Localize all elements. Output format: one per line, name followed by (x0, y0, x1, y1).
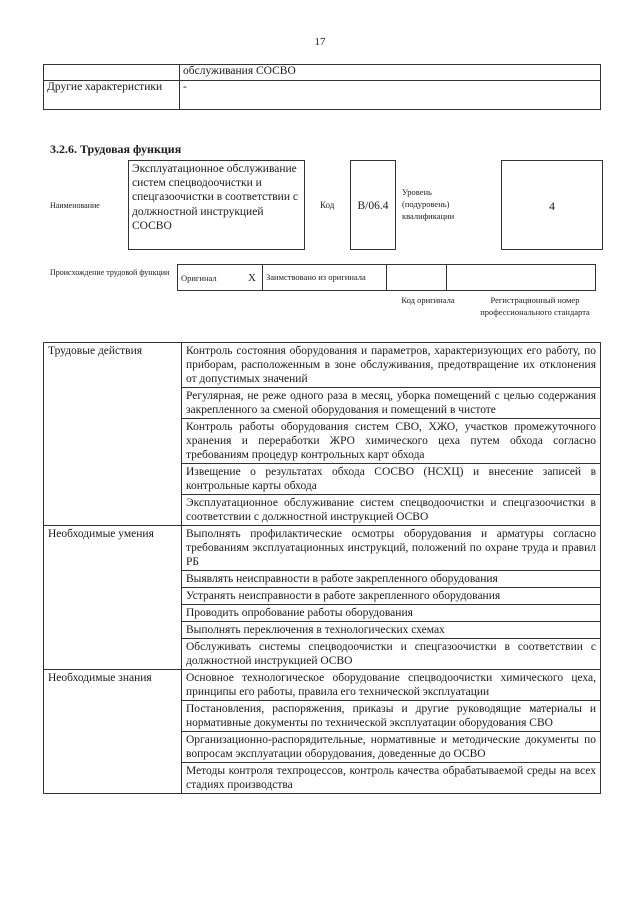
level-label: Уровень (подуровень) квалификации (402, 187, 455, 221)
required-knowledge-label: Необходимые знания (44, 670, 182, 794)
knowledge-item: Постановления, распоряжения, приказы и другие руководящие материалы и нормативные документы по технической эксплуатации оборудования СВО (182, 701, 601, 732)
knowledge-item: Методы контроля техпроцессов, контроль качества обрабатываемой среды на всех стадиях производства (182, 763, 601, 794)
labor-action-item: Извещение о результатах обхода СОСВО (НСХЦ) и внесение записей в контрольные карты обхода (182, 464, 601, 495)
origin-borrowed-label: Заимствовано из оригинала (263, 265, 387, 291)
labor-action-item: Регулярная, не реже одного раза в месяц, уборка помещений с целью содержания закрепленного за сменой оборудования и помещений в чистоте (182, 388, 601, 419)
main-table (43, 342, 601, 794)
origin-table (177, 264, 596, 291)
origin-mark: X (242, 265, 263, 291)
skill-item: Выполнять профилактические осмотры оборудования и арматуры согласно требованиям эксплуатационных инструкций, положений по охране труда и правил РБ (182, 526, 601, 571)
section-title: 3.2.6. Трудовая функция (50, 142, 182, 156)
table-row (44, 670, 601, 701)
table-row (44, 343, 601, 388)
table-row (44, 526, 601, 571)
knowledge-item: Основное технологическое оборудование спецводоочистки химического цеха, принципы его работы, правила его технической эксплуатации (182, 670, 601, 701)
origin-original-label: Оригинал (178, 265, 243, 291)
origin-label: Происхождение трудовой функции (50, 268, 170, 277)
origin-reg-cell (447, 265, 596, 291)
code-value: B/06.4 (357, 200, 389, 212)
reg-number-caption: Регистрационный номер профессионального стандарта (480, 295, 590, 317)
top-table-other-characteristics-value: - (180, 81, 601, 110)
code-label: Код (320, 200, 335, 210)
skill-item: Выполнять переключения в технологических схемах (182, 622, 601, 639)
qualification-value: 4 (549, 199, 555, 213)
origin-code-cell (387, 265, 447, 291)
labor-action-item: Эксплуатационное обслуживание систем спецводоочистки и спецгазоочистки в соответствии с должностной инструкцией ОСВО (182, 495, 601, 526)
name-label: Наименование (50, 201, 100, 210)
knowledge-item: Организационно-распорядительные, нормативные и методические документы по вопросам эксплуатации оборудования, доведенные до ОСВО (182, 732, 601, 763)
skill-item: Проводить опробование работы оборудования (182, 605, 601, 622)
skill-item: Устранять неисправности в работе закрепленного оборудования (182, 588, 601, 605)
skill-item: Обслуживать системы спецводоочистки и спецгазоочистки в соответствии с должностной инструкцией ОСВО (182, 639, 601, 670)
page-number: 17 (314, 36, 326, 48)
function-name: Эксплуатационное обслуживание систем спецводоочистки и спецгазоочистки в соответствии с должностной инструкцией СОСВО (132, 163, 298, 232)
labor-action-item: Контроль состояния оборудования и параметров, характеризующих его работу, по приборам, расположенным в зоне обслуживания, предотвращение их отклонения от допустимых значений (182, 343, 601, 388)
required-skills-label: Необходимые умения (44, 526, 182, 670)
top-table-other-characteristics-label: Другие характеристики (44, 81, 180, 110)
top-table-row1-value: обслуживания СОСВО (180, 65, 601, 81)
skill-item: Выявлять неисправности в работе закрепленного оборудования (182, 571, 601, 588)
labor-action-item: Контроль работы оборудования систем СВО, ХЖО, участков промежуточного хранения и переработки ЖРО химического цеха путем обхода согласно требованиям процедур контрольных карт обхода (182, 419, 601, 464)
code-original-caption: Код оригинала (401, 295, 455, 305)
labor-actions-label: Трудовые действия (44, 343, 182, 526)
top-table-empty-cell (44, 65, 180, 81)
top-continuation-table (43, 64, 601, 110)
